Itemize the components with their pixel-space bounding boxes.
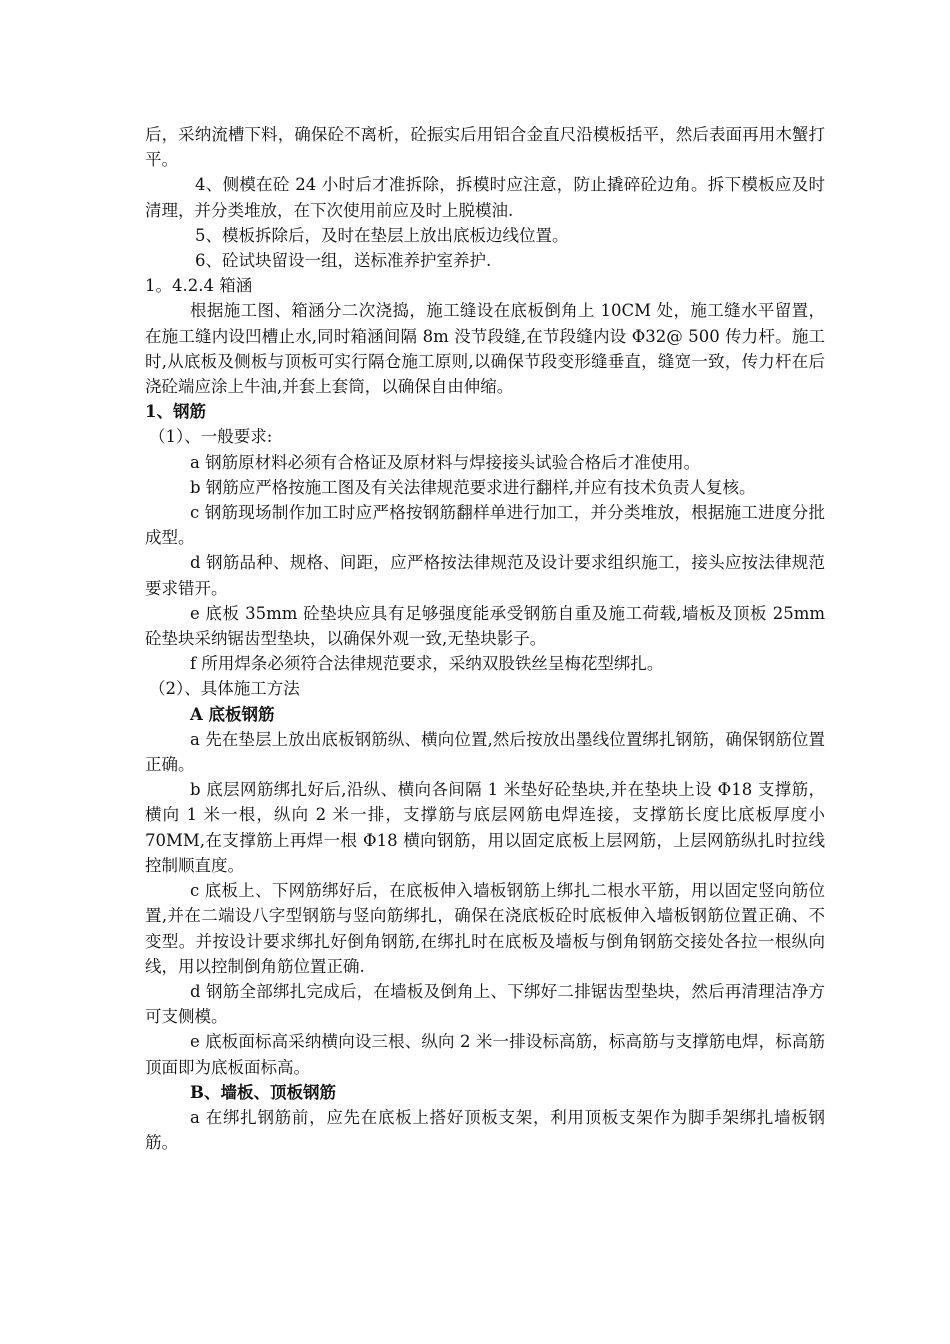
list-item: b 钢筋应严格按施工图及有关法律规范要求进行翻样,并应有技术负责人复核。 <box>190 477 756 497</box>
list-item: a 在绑扎钢筋前，应先在底板上搭好顶板支架，利用顶板支架作为脚手架绑扎墙板钢筋。 <box>145 1107 825 1153</box>
list-item: d 钢筋品种、规格、间距，应严格按法律规范及设计要求组织施工，接头应按法律规范要求错开。 <box>145 553 825 598</box>
list-item: e 底板面标高采纳横向设三根、纵向 2 米一排设标高筋，标高筋与支撑筋电焊，标高筋顶面即为底板面标高。 <box>145 1032 825 1077</box>
paragraph: 6、砼试块留设一组，送标准养护室养护. <box>195 251 492 271</box>
paragraph: 5、模板拆除后，及时在垫层上放出底板边线位置。 <box>195 225 569 245</box>
list-item: f 所用焊条必须符合法律规范要求，采纳双股铁丝呈梅花型绑扎。 <box>190 654 664 674</box>
list-item: c 钢筋现场制作加工时应严格按钢筋翻样单进行加工，并分类堆放，根据施工进度分批成型。 <box>145 503 825 548</box>
subsection-heading: （2）、具体施工方法 <box>149 679 300 699</box>
list-item: c 底板上、下网筋绑好后，在底板伸入墙板钢筋上绑扎二根水平筋，用以固定竖向筋位置,并在二端设八字型钢筋与竖向筋绑扎，确保在浇底板砼时底板伸入墙板钢筋位置正确、不变型。并按设计要求绑扎好倒角钢筋,在绑扎时在底板及墙板与倒角钢筋交接处各拉一根纵向线，用以控制倒角筋位置正确. <box>145 881 825 976</box>
list-item: a 先在垫层上放出底板钢筋纵、横向位置,然后按放出墨线位置绑扎钢筋，确保钢筋位置正确。 <box>145 729 825 775</box>
paragraph: 根据施工图、箱涵分二次浇捣，施工缝设在底板倒角上 10CM 处，施工缝水平留置，在施工缝内设凹槽止水,同时箱涵间隔 8m 没节段缝,在节段缝内设 Φ32@ 500 传力杆。施工时,从底板及侧板与顶板可实行隔仓施工原则,以确保节段变形缝垂直，缝宽一致，传力杆在后浇砼端应涂上牛油,并套上套筒，以确保自由伸缩。 <box>145 301 825 397</box>
subsection-heading: （1）、一般要求: <box>149 427 273 447</box>
list-item: e 底板 35mm 砼垫块应具有足够强度能承受钢筋自重及施工荷载,墙板及顶板 25mm 砼垫块采纳锯齿型垫块，以确保外观一致,无垫块影子。 <box>145 603 825 649</box>
section-heading: 1。4.2.4 箱涵 <box>145 276 253 296</box>
list-item: d 钢筋全部绑扎完成后，在墙板及倒角上、下绑好二排锯齿型垫块，然后再清理洁净方可支侧模。 <box>145 981 825 1027</box>
bold-heading: B、墙板、顶板钢筋 <box>190 1082 336 1102</box>
paragraph: 后，采纳流槽下料，确保砼不离析，砼振实后用铝合金直尺沿模板括平，然后表面再用木蟹打平。 <box>145 125 825 170</box>
list-item: a 钢筋原材料必须有合格证及原材料与焊接接头试验合格后才准使用。 <box>190 452 701 472</box>
document-page <box>145 122 825 1155</box>
section-heading: 1、钢筋 <box>145 402 206 422</box>
list-item: b 底层网筋绑扎好后,沿纵、横向各间隔 1 米垫好砼垫块,并在垫块上设 Φ18 支撑筋，横向 1 米一根，纵向 2 米一排，支撑筋与底层网筋电焊连接，支撑筋长度比底板厚度小 70MM,在支撑筋上再焊一根 Φ18 横向钢筋，用以固定底板上层网筋，上层网筋纵扎时拉线控制顺直度。 <box>145 780 825 875</box>
paragraph: 4、侧模在砼 24 小时后才准拆除，拆模时应注意，防止撬碎砼边角。拆下模板应及时清理，并分类堆放，在下次使用前应及时上脱模油. <box>145 175 825 220</box>
bold-heading: A 底板钢筋 <box>190 704 275 724</box>
